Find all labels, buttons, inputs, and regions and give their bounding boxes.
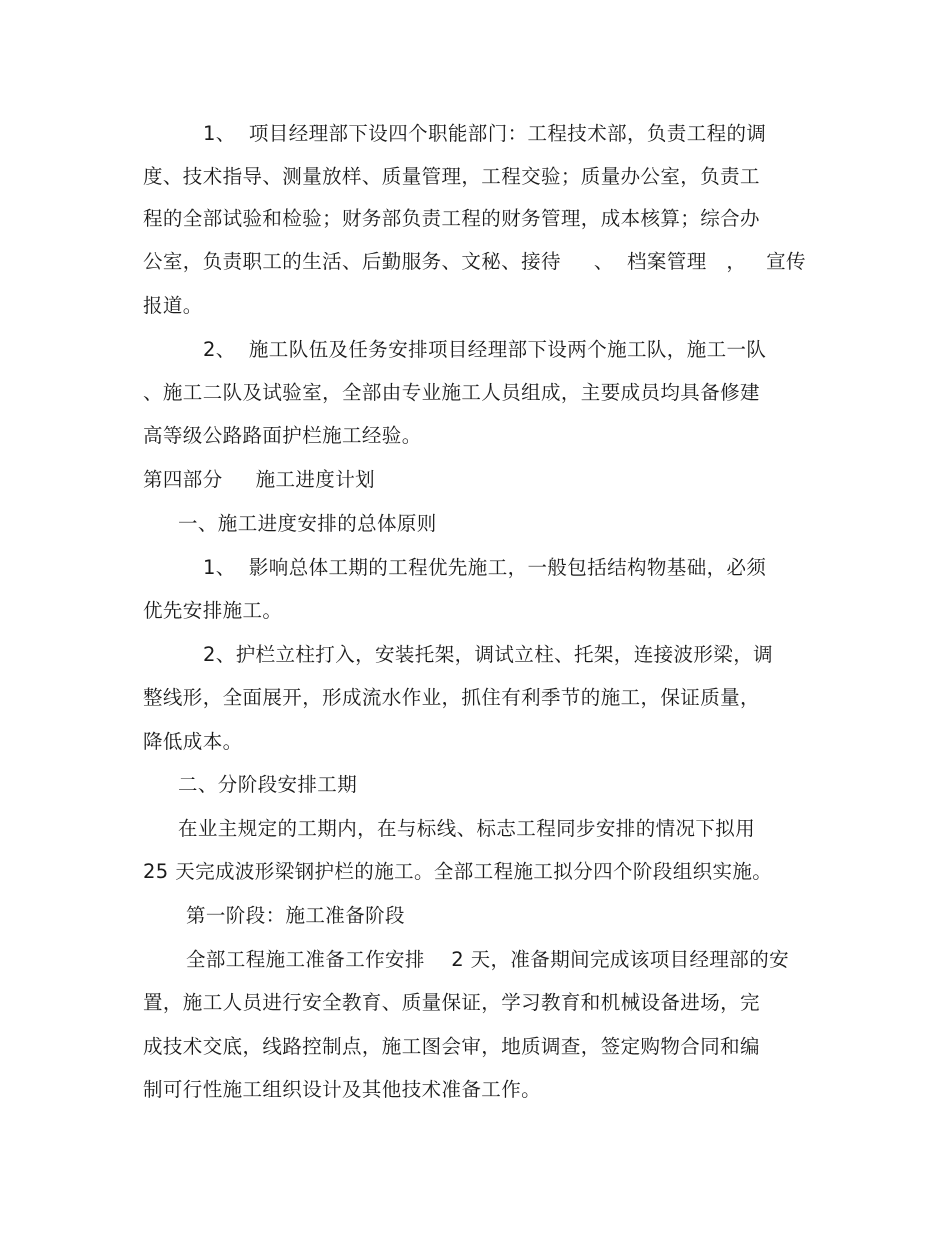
text-line: 优先安排施工。 [143,599,283,622]
text-line: 程的全部试验和检验；财务部负责工程的财务管理，成本核算；综合办 [143,207,760,230]
text-line: 、施工二队及试验室，全部由专业施工人员组成，主要成员均具备修建 [143,381,760,404]
text-line: 1、 项目经理部下设四个职能部门：工程技术部，负责工程的调 [203,122,767,145]
text-line: 公室，负责职工的生活、后勤服务、文秘、接待 、 档案管理 ， 宣传 [143,250,806,273]
text-line: 降低成本。 [143,730,243,753]
text-line: 2、 施工队伍及任务安排项目经理部下设两个施工队，施工一队 [203,338,767,361]
text-line: 全部工程施工准备工作安排 2 天，准备期间完成该项目经理部的安 [186,948,789,971]
text-line: 成技术交底，线路控制点，施工图会审，地质调查，签定购物合同和编 [143,1035,760,1058]
section-heading: 第四部分 施工进度计划 [143,468,375,491]
text-line: 在业主规定的工期内，在与标线、标志工程同步安排的情况下拟用 [178,817,756,840]
text-line: 度、技术指导、测量放样、质量管理，工程交验；质量办公室，负责工 [143,165,760,188]
text-line: 2、护栏立柱打入，安装托架，调试立柱、托架，连接波形梁，调 [203,643,774,666]
text-line: 高等级公路路面护栏施工经验。 [143,424,422,447]
text-line: 报道。 [143,294,203,317]
phase-heading: 第一阶段：施工准备阶段 [186,904,405,927]
text-line: 制可行性施工组织设计及其他技术准备工作。 [143,1078,542,1101]
text-line: 置，施工人员进行安全教育、质量保证，学习教育和机械设备进场，完 [143,991,760,1014]
text-line: 1、 影响总体工期的工程优先施工，一般包括结构物基础，必须 [203,556,767,579]
subsection-heading: 一、施工进度安排的总体原则 [178,512,437,535]
text-line: 25 天完成波形梁钢护栏的施工。全部工程施工拟分四个阶段组织实施。 [143,860,773,883]
subsection-heading: 二、分阶段安排工期 [178,773,358,796]
text-line: 整线形，全面展开，形成流水作业，抓住有利季节的施工，保证质量， [143,686,760,709]
